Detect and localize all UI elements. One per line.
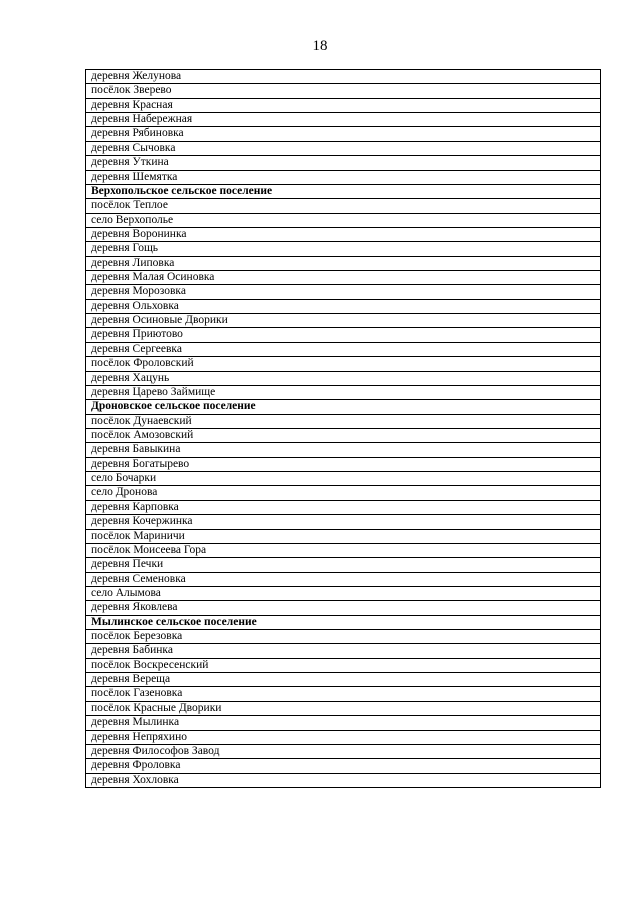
table-row: деревня Кочержинка — [86, 515, 600, 529]
table-row: посёлок Березовка — [86, 630, 600, 644]
table-row: село Бочарки — [86, 472, 600, 486]
table-row: село Дронова — [86, 486, 600, 500]
table-row: деревня Набережная — [86, 113, 600, 127]
table-row: посёлок Мариничи — [86, 530, 600, 544]
table-row: деревня Яковлева — [86, 601, 600, 615]
table-row: деревня Вереща — [86, 673, 600, 687]
table-row: село Верхополье — [86, 214, 600, 228]
table-row: посёлок Зверево — [86, 84, 600, 98]
settlements-table — [85, 69, 601, 788]
table-row: деревня Осиновые Дворики — [86, 314, 600, 328]
table-row: деревня Бабинка — [86, 644, 600, 658]
table-row: посёлок Газеновка — [86, 687, 600, 701]
table-row: деревня Ольховка — [86, 300, 600, 314]
table-row: посёлок Амозовский — [86, 429, 600, 443]
table-row: деревня Мылинка — [86, 716, 600, 730]
table-row: посёлок Красные Дворики — [86, 702, 600, 716]
table-row: деревня Гощь — [86, 242, 600, 256]
table-row: деревня Рябиновка — [86, 127, 600, 141]
table-row: деревня Царево Займище — [86, 386, 600, 400]
table-row: деревня Малая Осиновка — [86, 271, 600, 285]
table-row: деревня Уткина — [86, 156, 600, 170]
table-row: деревня Семеновка — [86, 573, 600, 587]
table-row: посёлок Воскресенский — [86, 659, 600, 673]
settlement-group-header: Дроновское сельское поселение — [86, 400, 600, 414]
table-row: село Алымова — [86, 587, 600, 601]
table-row: деревня Философов Завод — [86, 745, 600, 759]
table-row: деревня Красная — [86, 99, 600, 113]
table-row: деревня Непряхино — [86, 731, 600, 745]
table-row: деревня Фроловка — [86, 759, 600, 773]
table-row: деревня Богатырево — [86, 458, 600, 472]
table-row: деревня Воронинка — [86, 228, 600, 242]
table-row: посёлок Теплое — [86, 199, 600, 213]
table-row: деревня Желунова — [86, 70, 600, 84]
table-row: деревня Липовка — [86, 257, 600, 271]
settlement-group-header: Мылинское сельское поселение — [86, 616, 600, 630]
table-row: деревня Карповка — [86, 501, 600, 515]
table-row: деревня Хохловка — [86, 774, 600, 788]
table-row: деревня Приютово — [86, 328, 600, 342]
table-row: деревня Печки — [86, 558, 600, 572]
table-row: посёлок Фроловский — [86, 357, 600, 371]
page-number: 18 — [312, 38, 328, 54]
table-row: деревня Морозовка — [86, 285, 600, 299]
table-row: посёлок Моисеева Гора — [86, 544, 600, 558]
table-row: деревня Шемятка — [86, 171, 600, 185]
table-row: деревня Сергеевка — [86, 343, 600, 357]
settlement-group-header: Верхопольское сельское поселение — [86, 185, 600, 199]
table-row: деревня Бавыкина — [86, 443, 600, 457]
table-row: деревня Сычовка — [86, 142, 600, 156]
table-row: посёлок Дунаевский — [86, 415, 600, 429]
table-row: деревня Хацунь — [86, 372, 600, 386]
